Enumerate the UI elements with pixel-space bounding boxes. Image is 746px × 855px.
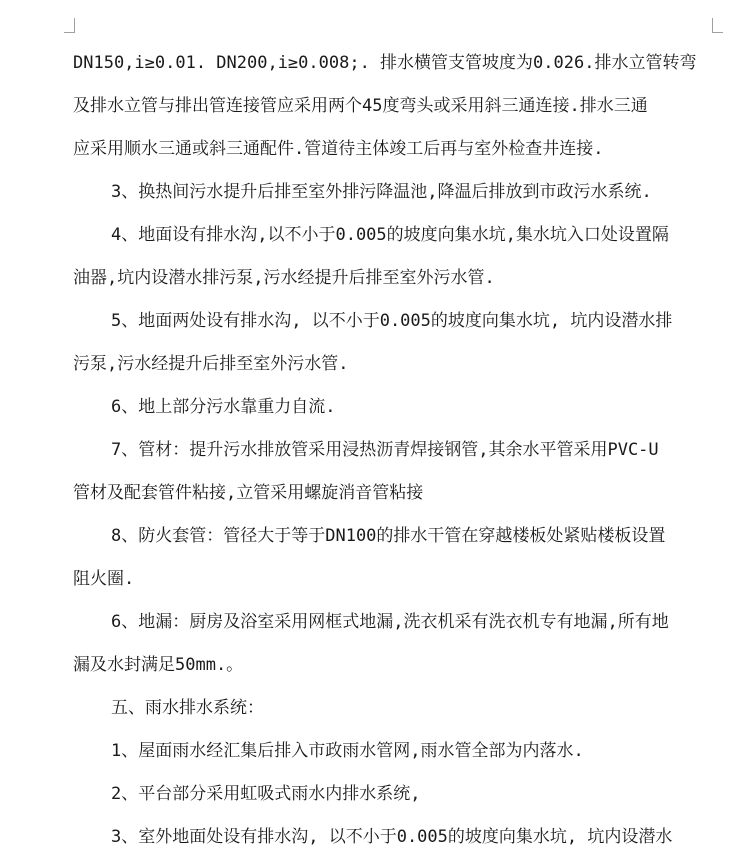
text-line: 3、室外地面处设有排水沟, 以不小于0.005的坡度向集水坑, 坑内设潜水 (111, 827, 673, 847)
text-line: 4、地面设有排水沟,以不小于0.005的坡度向集水坑,集水坑入口处设置隔 (111, 225, 669, 245)
page-corner-mark-left (64, 18, 75, 33)
text-line: 3、换热间污水提升后排至室外排污降温池,降温后排放到市政污水系统. (111, 182, 652, 202)
text-line: 5、地面两处设有排水沟, 以不小于0.005的坡度向集水坑, 坑内设潜水排 (111, 311, 673, 331)
text-line: 1、屋面雨水经汇集后排入市政雨水管网,雨水管全部为内落水. (111, 741, 584, 761)
text-line: 8、防火套管：管径大于等于DN100的排水干管在穿越楼板处紧贴楼板设置 (111, 526, 666, 546)
section-heading: 五、雨水排水系统： (111, 698, 264, 718)
text-line: DN150,i≥0.01. DN200,i≥0.008;. 排水横管支管坡度为0.026.排水立管转弯 (73, 53, 697, 73)
text-line: 6、地漏：厨房及浴室采用网框式地漏,洗衣机采有洗衣机专有地漏,所有地 (111, 612, 669, 632)
text-line: 阻火圈. (73, 569, 135, 589)
text-line: 漏及水封满足50mm.。 (73, 655, 244, 675)
text-line: 管材及配套管件粘接,立管采用螺旋消音管粘接 (73, 483, 424, 503)
text-line: 应采用顺水三通或斜三通配件.管道待主体竣工后再与室外检查井连接. (73, 139, 604, 159)
text-line: 7、管材：提升污水排放管采用浸热沥青焊接钢管,其余水平管采用PVC-U (111, 440, 659, 460)
text-line: 及排水立管与排出管连接管应采用两个45度弯头或采用斜三通连接.排水三通 (73, 96, 648, 116)
text-line: 2、平台部分采用虹吸式雨水内排水系统, (111, 784, 421, 804)
document-body (73, 42, 713, 855)
text-line: 油器,坑内设潜水排污泵,污水经提升后排至室外污水管. (73, 268, 495, 288)
text-line: 污泵,污水经提升后排至室外污水管. (73, 354, 349, 374)
page-corner-mark-right (712, 18, 723, 33)
text-line: 6、地上部分污水靠重力自流. (111, 397, 336, 417)
